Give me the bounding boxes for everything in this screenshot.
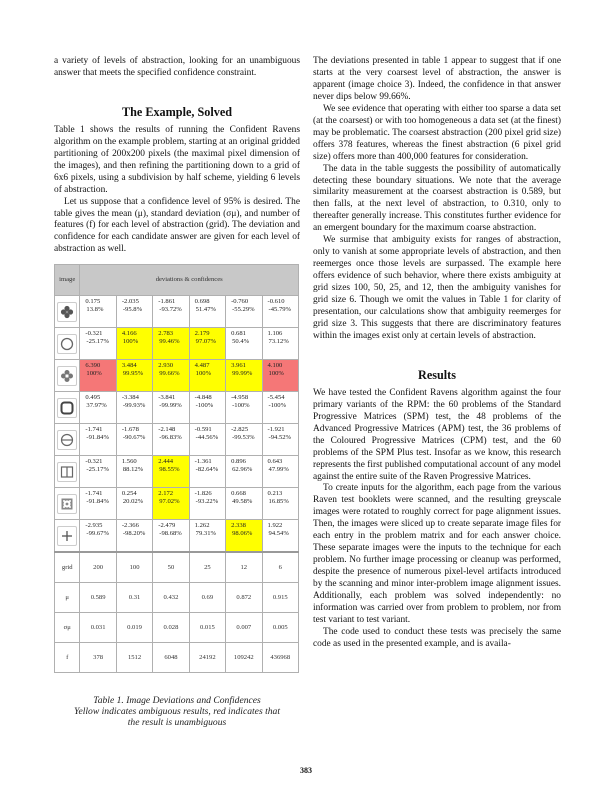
confidence-value: -99.99% (159, 402, 182, 410)
confidence-value: -100% (195, 402, 214, 410)
paragraph: The code used to conduct these tests was precisely the same code as used in the presented example, and is availa- (313, 626, 561, 649)
image-cell (55, 392, 80, 424)
table-row (55, 328, 299, 360)
confidence-value: 50.4% (232, 338, 250, 346)
stats-value: 0.028 (153, 613, 189, 643)
deviation-value: -1.826 (194, 490, 212, 498)
deviation-value: -0.321 (85, 330, 103, 338)
deviation-cell (116, 360, 152, 392)
confidence-value: 13.8% (86, 306, 104, 314)
deviation-value: -2.148 (158, 426, 176, 434)
table-row (55, 392, 299, 424)
stats-value: 6 (262, 552, 298, 583)
deviation-value: 0.896 (231, 458, 246, 466)
confidence-value: 62.96% (232, 466, 253, 474)
confidence-value: -96.83% (159, 434, 182, 442)
confidence-value: 100% (122, 338, 139, 346)
confidence-value: 98.55% (159, 466, 180, 474)
stats-row (55, 583, 299, 613)
confidence-value: 94.54% (268, 530, 289, 538)
deviation-cell (226, 328, 262, 360)
stats-value: 0.69 (189, 583, 225, 613)
deviation-value: 6.390 (85, 362, 101, 370)
deviation-cell (189, 360, 225, 392)
deviation-cell (153, 520, 189, 553)
confidence-value: -44.56% (195, 434, 219, 442)
header-image: image (55, 265, 80, 296)
stats-value: 100 (116, 552, 152, 583)
confidence-value: 99.95% (122, 370, 144, 378)
stats-value: 0.589 (80, 583, 116, 613)
deviation-value: 1.922 (267, 522, 283, 530)
deviation-value: 2.179 (194, 330, 210, 338)
stats-row (55, 552, 299, 583)
stats-row (55, 643, 299, 673)
image-cell (55, 296, 80, 328)
stats-value: 1512 (116, 643, 152, 673)
deviation-value: 0.643 (267, 458, 283, 466)
stats-value: 0.31 (116, 583, 152, 613)
deviation-value: -0.591 (194, 426, 212, 434)
confidence-value: 97.07% (195, 338, 217, 346)
deviation-cell (226, 296, 262, 328)
confidence-value: 16.85% (268, 498, 289, 506)
confidence-value: -45.79% (268, 306, 292, 314)
paragraph: We surmise that ambiguity exists for ranges of abstraction, only to vanish at some appropriate levels of abstraction, and then reemerges once those levels are surpassed. The example here offers evidence of such behavior, where there exists ambiguity at grid sizes 100, 50, 25, and 12, then the ambiguity vanishes for grid size 6. Though we omit the values in Table 1 for clarity of presentation, our calculations show that ambiguity reemerges for grid size 3. This suggests that there are discriminatory features within the images exist only at certain levels of abstraction. (313, 235, 561, 341)
confidence-value: 20.02% (122, 498, 144, 506)
confidence-value: -99.67% (86, 530, 109, 538)
deviation-cell (226, 392, 262, 424)
deviation-cell (189, 520, 225, 553)
confidence-value: -100% (232, 402, 250, 410)
deviation-cell (116, 296, 152, 328)
stats-value: 0.015 (189, 613, 225, 643)
deviation-cell (80, 328, 116, 360)
circle-bar-icon (57, 430, 77, 450)
deviation-cell (189, 328, 225, 360)
deviation-cell (80, 296, 116, 328)
dotted-square-icon (57, 494, 77, 514)
deviation-value: -1.741 (85, 426, 103, 434)
deviation-value: 1.560 (121, 458, 137, 466)
confidence-value: 100% (268, 370, 284, 378)
paragraph: The deviations presented in table 1 appear to suggest that if one starts at the very coarsest level of abstraction, the answer is apparent (image choice 3). Indeed, the confidence in that answer never dips below 99.66%. (313, 56, 561, 102)
deviation-cell (226, 360, 262, 392)
deviation-cell (116, 488, 152, 520)
confidence-value: -94.52% (268, 434, 292, 442)
deviation-cell (226, 456, 262, 488)
caption-line: the result is unambiguous (127, 717, 227, 729)
deviation-cell (153, 328, 189, 360)
hollow-quatrefoil-icon (57, 366, 77, 386)
paragraph: The data in the table suggests the possibility of automatically detecting these boundary situations. We note that the average similarity measurement at the coarsest abstraction is 0.589, but then falls, at the next level of abstraction, to 0.310, only to thereafter generally increase. This constitutes further evidence for an emergent boundary for the maximum coarse abstraction. (313, 163, 561, 234)
paragraph: Table 1 shows the results of running the Confident Ravens algorithm on the example problem, starting at an original gridded partitioning of 200x200 pixels (the maximal pixel dimension of the images), and then refining the partitioning down to a grid of 6x6 pixels, using a subdivision by half scheme, yielding 6 levels of abstraction. (54, 124, 300, 195)
deviation-cell (153, 296, 189, 328)
image-cell (55, 456, 80, 488)
table-caption (54, 695, 300, 728)
stats-value: 12 (226, 552, 262, 583)
deviation-value: 2.930 (158, 362, 174, 370)
confidence-value: -93.22% (195, 498, 219, 506)
confidence-value: 99.99% (232, 370, 253, 378)
deviation-cell (153, 488, 189, 520)
rounded-square-icon (57, 398, 77, 418)
deviation-value: 3.961 (231, 362, 246, 370)
deviation-value: 0.495 (85, 394, 101, 402)
paragraph: We see evidence that operating with either too sparse a data set (at the coarsest) or with too homogeneous a data set (at the finest) may be problematic. The coarsest abstraction (200 pixel grid size) offers 378 features, whereas the finest abstraction (6 pixel grid size) offers more than 400,000 features for consideration. (313, 103, 561, 162)
stats-value: 0.915 (262, 583, 298, 613)
deviation-cell (262, 520, 298, 553)
table-body (55, 296, 299, 673)
deviation-value: -1.921 (267, 426, 285, 434)
stats-value: 24192 (189, 643, 225, 673)
deviation-cell (116, 392, 152, 424)
confidence-value: 37.97% (86, 402, 107, 410)
header-deviations: deviations & confidences (80, 265, 299, 296)
confidence-value: -91.84% (86, 498, 109, 506)
table-row (55, 424, 299, 456)
stats-value: 109242 (226, 643, 262, 673)
deviation-value: -2.825 (231, 426, 249, 434)
split-square-icon (57, 462, 77, 482)
image-cell (55, 328, 80, 360)
deviation-value: -3.384 (121, 394, 139, 402)
confidence-value: -82.64% (195, 466, 219, 474)
deviation-cell (153, 360, 189, 392)
deviation-value: -0.321 (85, 458, 103, 466)
deviation-value: 0.254 (121, 490, 137, 498)
deviation-value: 4.487 (194, 362, 210, 370)
deviation-value: -1.861 (158, 298, 176, 306)
confidence-value: 97.02% (159, 498, 180, 506)
deviation-value: -3.841 (158, 394, 176, 402)
plus-icon (57, 526, 77, 546)
deviation-value: -2.035 (121, 298, 139, 306)
table-row (55, 488, 299, 520)
deviation-value: 1.262 (194, 522, 210, 530)
deviation-value: -1.678 (121, 426, 139, 434)
deviation-value: 0.213 (267, 490, 283, 498)
confidence-value: -99.53% (232, 434, 255, 442)
deviation-value: 2.172 (158, 490, 174, 498)
confidence-value: 88.12% (122, 466, 144, 474)
deviation-cell (153, 456, 189, 488)
deviation-value: 0.698 (194, 298, 210, 306)
confidence-value: -55.29% (232, 306, 255, 314)
confidence-value: -98.20% (122, 530, 146, 538)
confidence-value: -95.8% (122, 306, 143, 314)
deviation-cell (262, 392, 298, 424)
deviation-cell (80, 360, 116, 392)
stats-row (55, 613, 299, 643)
confidence-value: 79.31% (195, 530, 217, 538)
deviation-value: 0.681 (231, 330, 246, 338)
table-row (55, 296, 299, 328)
stats-value: 0.007 (226, 613, 262, 643)
deviation-cell (262, 296, 298, 328)
confidence-value: -100% (268, 402, 287, 410)
results-table (54, 264, 299, 673)
deviation-value: -2.366 (121, 522, 139, 530)
table-row (55, 456, 299, 488)
deviation-value: 0.175 (85, 298, 101, 306)
circle-icon (57, 334, 77, 354)
deviation-cell (189, 296, 225, 328)
image-cell (55, 360, 80, 392)
stats-value: 50 (153, 552, 189, 583)
confidence-value: 99.46% (159, 338, 180, 346)
confidence-value: -93.72% (159, 306, 182, 314)
quatrefoil-icon (57, 302, 77, 322)
deviation-value: -2.935 (85, 522, 103, 530)
deviation-cell (262, 360, 298, 392)
deviation-cell (189, 488, 225, 520)
intro-paragraph: a variety of levels of abstraction, looking for an unambiguous answer that meets the specified confidence constraint. (54, 56, 300, 78)
deviation-cell (262, 328, 298, 360)
deviation-cell (116, 456, 152, 488)
deviation-cell (80, 392, 116, 424)
deviation-value: 2.444 (158, 458, 174, 466)
confidence-value: 47.99% (268, 466, 289, 474)
image-cell (55, 488, 80, 520)
image-cell (55, 520, 80, 553)
paragraph: To create inputs for the algorithm, each page from the various Raven test booklets were scanned, and the resulting greyscale images were rotated to roughly correct for page alignment issues. Then, the images were sliced up to create separate image files for each entry in the problem matrix and for each answer choice. These separate images were the inputs to the technique for each problem. No further image processing or cleanup was performed, despite the presence of numerous pixel-level artifacts introduced by the scanning and minor inter-problem image alignment issues. Additionally, each problem was solved independently: no information was carried over from problem to problem, nor from test variant to test variant. (313, 483, 561, 625)
deviation-cell (226, 488, 262, 520)
deviation-cell (262, 424, 298, 456)
deviation-cell (226, 424, 262, 456)
stats-value: 436968 (262, 643, 298, 673)
stats-value: 0.432 (153, 583, 189, 613)
deviation-value: -4.848 (194, 394, 212, 402)
confidence-value: 49.58% (232, 498, 253, 506)
caption-line: Table 1. Image Deviations and Confidences (93, 695, 261, 707)
caption-line: Yellow indicates ambiguous results, red indicates that (74, 706, 280, 718)
section-heading-example: The Example, Solved (121, 104, 233, 119)
deviation-cell (153, 424, 189, 456)
table-row (55, 520, 299, 553)
deviation-value: -0.610 (267, 298, 285, 306)
right-column (313, 56, 561, 651)
deviation-value: -4.958 (231, 394, 249, 402)
deviation-value: 2.338 (231, 522, 246, 530)
deviation-cell (116, 424, 152, 456)
confidence-value: 100% (195, 370, 212, 378)
confidence-value: 51.47% (195, 306, 217, 314)
stats-value: 6048 (153, 643, 189, 673)
confidence-value: 73.12% (268, 338, 289, 346)
deviation-cell (262, 456, 298, 488)
table-row (55, 360, 299, 392)
deviation-value: 1.106 (267, 330, 283, 338)
paragraph: Let us suppose that a confidence level of 95% is desired. The table gives the mean (μ), standard deviation (σμ), and number of features (f) for each level of abstraction (grid). The deviation and confidence for each candidate answer are given for each level of abstraction as well. (54, 196, 300, 255)
confidence-value: -91.84% (86, 434, 109, 442)
deviation-value: 3.484 (121, 362, 137, 370)
deviation-cell (153, 392, 189, 424)
stats-label: f (55, 643, 80, 673)
deviation-cell (226, 520, 262, 553)
deviation-value: 2.783 (158, 330, 174, 338)
deviation-cell (262, 488, 298, 520)
deviation-value: -0.760 (231, 298, 249, 306)
deviation-value: 4.166 (121, 330, 137, 338)
deviation-cell (189, 456, 225, 488)
page-number: 383 (300, 766, 312, 775)
left-column (54, 56, 300, 728)
stats-label: σμ (55, 613, 80, 643)
confidence-value: -90.67% (122, 434, 146, 442)
deviation-cell (80, 424, 116, 456)
confidence-value: -99.93% (122, 402, 146, 410)
stats-label: μ (55, 583, 80, 613)
section-heading-results: Results (418, 367, 456, 382)
confidence-value: 100% (86, 370, 102, 378)
stats-value: 0.019 (116, 613, 152, 643)
deviation-value: 0.668 (231, 490, 246, 498)
confidence-value: 99.66% (159, 370, 180, 378)
deviation-cell (189, 424, 225, 456)
deviation-cell (116, 520, 152, 553)
deviation-cell (80, 488, 116, 520)
deviation-cell (116, 328, 152, 360)
confidence-value: 98.06% (232, 530, 253, 538)
image-cell (55, 424, 80, 456)
stats-value: 0.872 (226, 583, 262, 613)
deviation-value: -1.741 (85, 490, 103, 498)
deviation-value: -5.454 (267, 394, 285, 402)
deviation-cell (80, 456, 116, 488)
stats-value: 0.031 (80, 613, 116, 643)
paragraph: We have tested the Confident Ravens algorithm against the four primary variants of the RPM: the 60 problems of the Standard Progressive Matrices (SPM) test, the 48 problems of the Advanced Progressive Matrices (APM) test, the 36 problems of the Coloured Progressive Matrices (CPM) test, and the 60 problems of the SPM Plus test. Insofar as we know, this research represents the first published computational account of any model against the entire suite of the Raven Progressive Matrices. (313, 387, 561, 482)
stats-value: 25 (189, 552, 225, 583)
confidence-value: -25.17% (86, 338, 109, 346)
stats-value: 378 (80, 643, 116, 673)
deviation-value: -1.361 (194, 458, 212, 466)
deviation-cell (80, 520, 116, 553)
confidence-value: -98.68% (159, 530, 182, 538)
stats-value: 200 (80, 552, 116, 583)
stats-value: 0.005 (262, 613, 298, 643)
stats-label: grid (55, 552, 80, 583)
deviation-value: 4.100 (267, 362, 283, 370)
confidence-value: -25.17% (86, 466, 109, 474)
deviation-cell (189, 392, 225, 424)
deviation-value: -2.479 (158, 522, 176, 530)
